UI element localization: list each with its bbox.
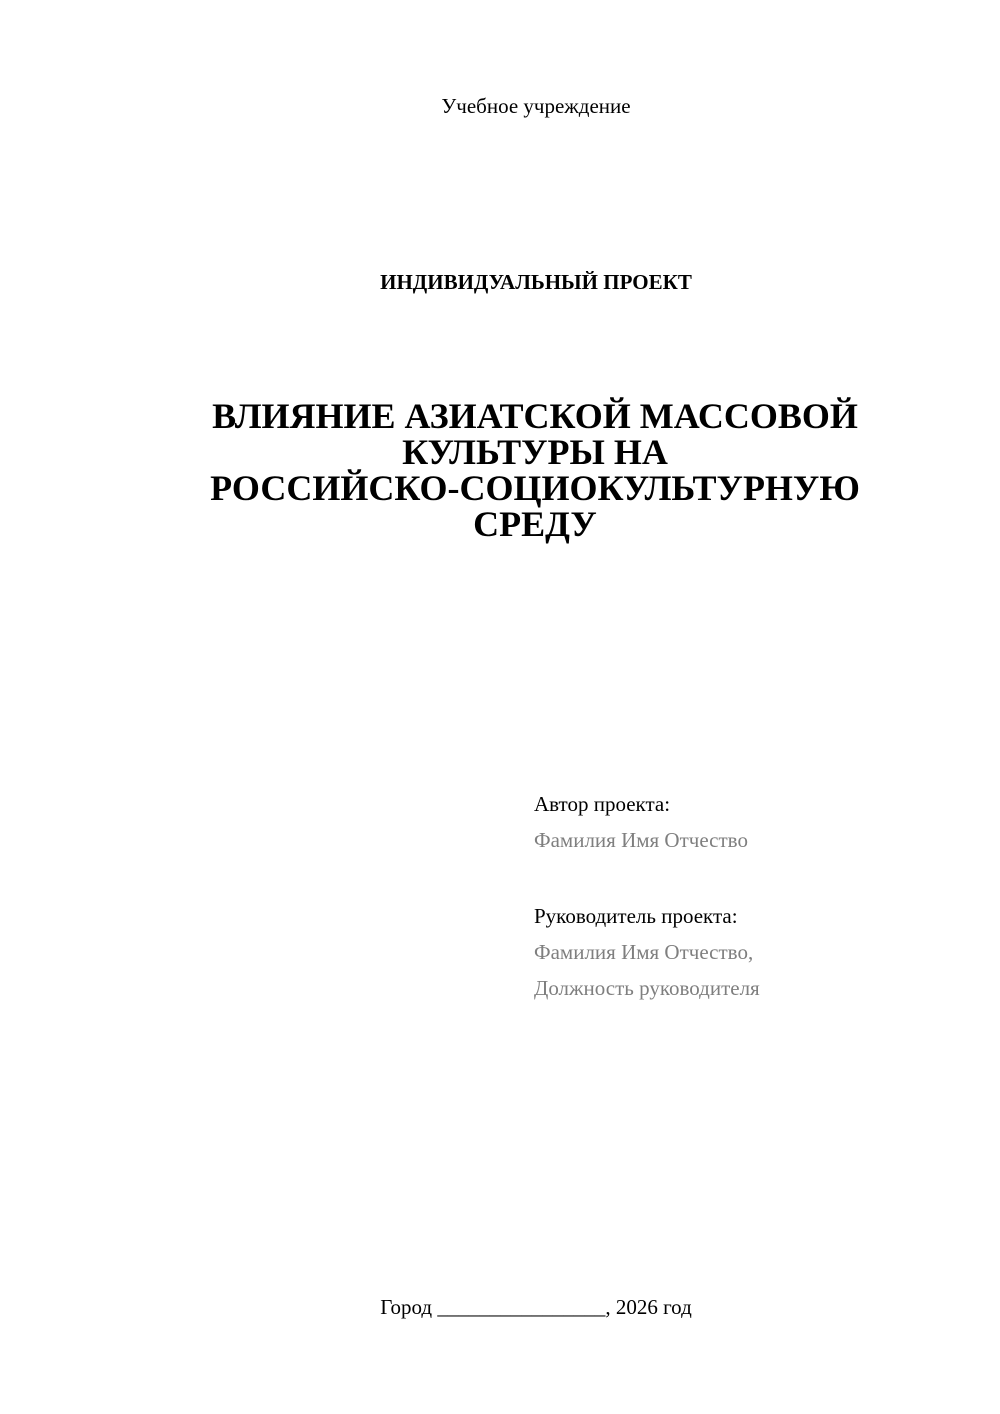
supervisor-position-placeholder: Должность руководителя <box>534 976 760 1000</box>
institution-name: Учебное учреждение <box>441 94 631 118</box>
supervisor-name-placeholder: Фамилия Имя Отчество, <box>534 940 754 964</box>
title-line: КУЛЬТУРЫ НА <box>402 432 668 472</box>
author-name-placeholder: Фамилия Имя Отчество <box>534 828 748 852</box>
title-line: ВЛИЯНИЕ АЗИАТСКОЙ МАССОВОЙ <box>212 396 858 436</box>
author-label: Автор проекта: <box>534 792 671 816</box>
supervisor-label: Руководитель проекта: <box>534 904 738 928</box>
author-block <box>534 790 974 1010</box>
project-title <box>150 398 920 542</box>
title-line: СРЕДУ <box>473 504 597 544</box>
city-year-footer: Город ________________, 2026 год <box>380 1295 692 1319</box>
project-type-heading: ИНДИВИДУАЛЬНЫЙ ПРОЕКТ <box>380 270 692 294</box>
spacer <box>534 862 974 902</box>
title-line: РОССИЙСКО-СОЦИОКУЛЬТУРНУЮ <box>210 468 860 508</box>
